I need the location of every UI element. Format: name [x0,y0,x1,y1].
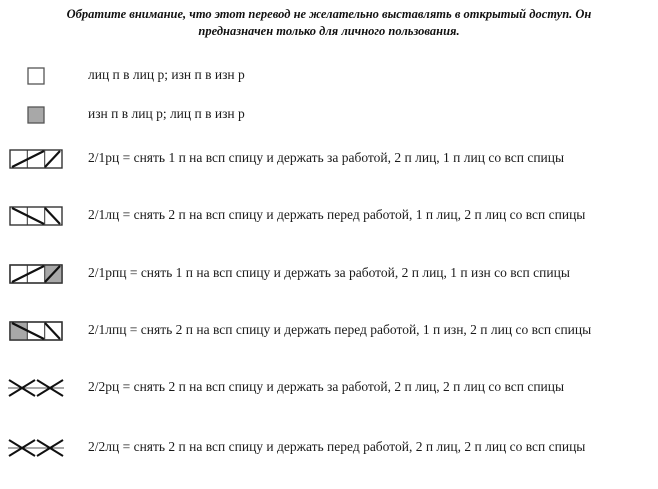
legend-text: 2/1лпц = снять 2 п на всп спицу и держать перед работой, 1 п изн, 2 п лиц со всп спицы [88,322,592,337]
empty-square-icon [0,65,72,87]
cross-2-2-right-icon [0,377,72,399]
legend-text: изн п в лиц р; лиц п в изн р [88,106,245,121]
cross-2-1-left-purl-icon [0,320,72,342]
legend-text: 2/1рпц = снять 1 п на всп спицу и держать за работой, 2 п лиц, 1 п изн со всп спицы [88,265,570,280]
gray-square-icon [0,104,72,126]
cross-2-1-right-purl-icon [0,263,72,285]
legend-text: 2/2рц = снять 2 п на всп спицу и держать за работой, 2 п лиц, 2 п лиц со всп спицы [88,379,565,394]
cross-2-1-left-icon [0,205,72,227]
notice-line-1: Обратите внимание, что этот перевод не желательно выставлять в открытый доступ. Он [66,7,592,21]
legend-text: лиц п в лиц р; изн п в изн р [88,67,245,82]
legend-text: 2/1лц = снять 2 п на всп спицу и держать перед работой, 1 п лиц, 2 п лиц со всп спицы [88,207,586,222]
translation-notice [0,6,658,40]
legend-text: 2/2лц = снять 2 п на всп спицу и держать перед работой, 2 п лиц, 2 п лиц со всп спицы [88,439,586,454]
legend-text: 2/1рц = снять 1 п на всп спицу и держать за работой, 2 п лиц, 1 п лиц со всп спицы [88,150,565,165]
cross-2-2-left-icon [0,437,72,459]
cross-2-1-right-icon [0,148,72,170]
notice-line-2: предназначен только для личного пользования. [198,24,460,38]
